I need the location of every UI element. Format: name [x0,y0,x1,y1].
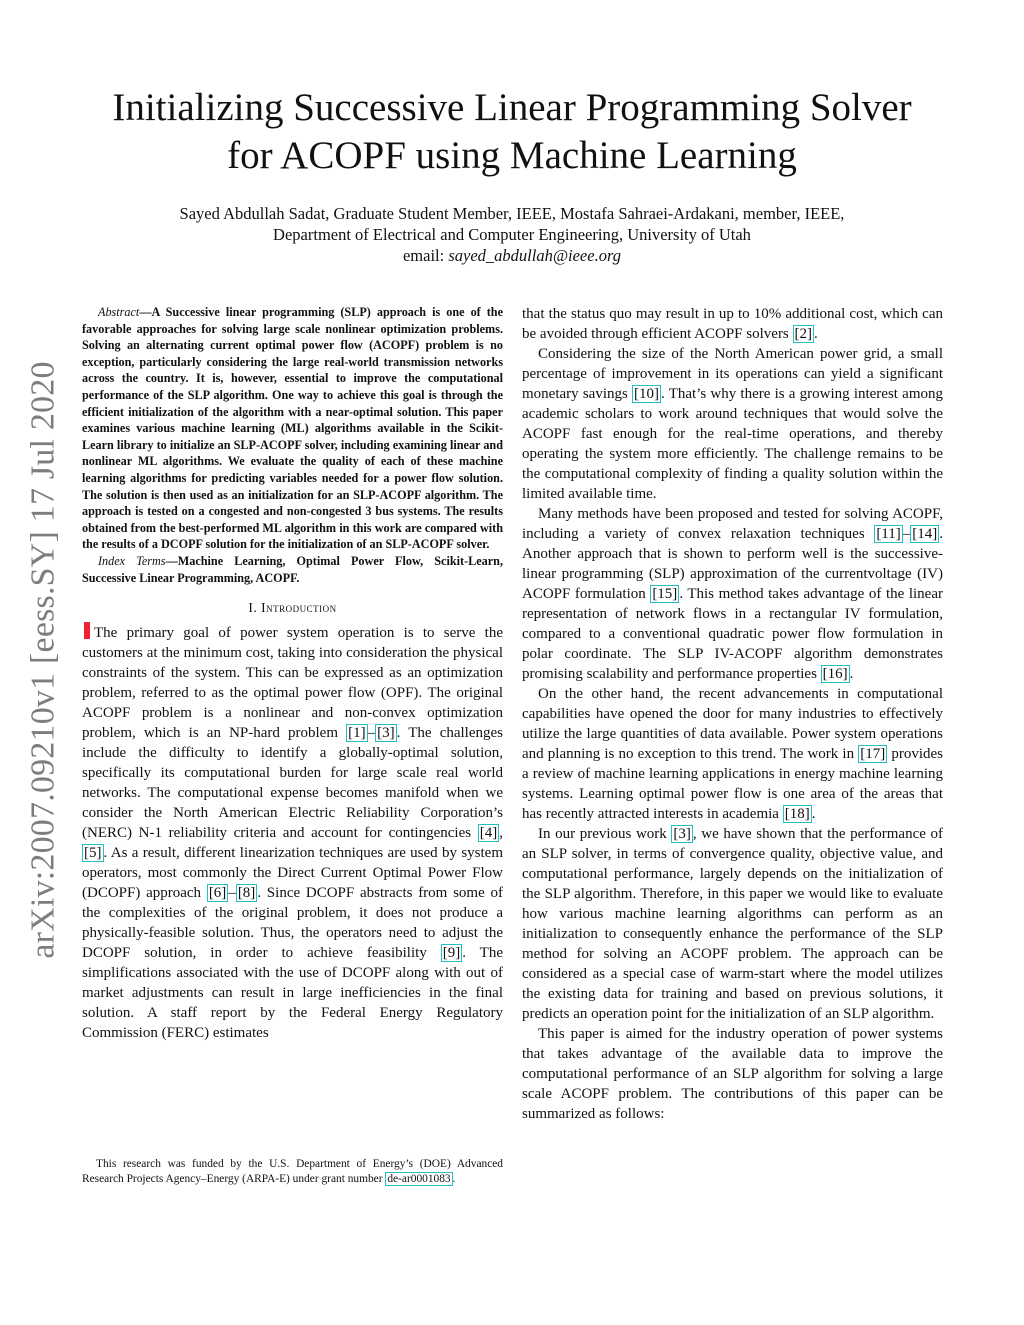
title-line-1: Initializing Successive Linear Programming Solver [112,86,912,129]
right-column [522,304,943,1124]
funding-footnote: This research was funded by the U.S. Department of Energy’s (DOE) Advanced Research Projects Agency–Energy (ARPA-E) under grant number de-ar0001083 . [82,1158,503,1186]
section-title: Introduction [261,600,337,616]
citation-link[interactable]: [5] [84,845,102,862]
author-block [80,203,944,266]
email-value: sayed_abdullah@ieee.org [448,246,621,265]
red-marker-icon [84,622,90,639]
index-terms-text: —Machine Learning, Optimal Power Flow, Scikit-Learn, Successive Linear Programming, ACOPF. [82,553,504,585]
intro-paragraph-continued: that the status quo may result in up to 10% additional cost, which can be avoided through efficient ACOPF solvers [2] . [522,306,943,342]
authors-names: Sayed Abdullah Sadat, Graduate Student Member, IEEE, Mostafa Sahraei-Ardakani, member, IEEE, [179,204,845,223]
citation-link[interactable]: [4] [479,825,498,842]
intro-paragraph-6: This paper is aimed for the industry operation of power systems that takes advantage of the available data to improve the computational performance of an SLP algorithm for solving a large scale ACOPF problem. The contributions of this paper can be summarized as follows: [522,1026,943,1122]
intro-paragraph-2: Considering the size of the North American power grid, a small percentage of improvement in its operations can yield a significant monetary savings [10] . That’s why there is a growing interest among academic scholars to work around techniques that would solve the ACOPF fast enough for the real-time operations, and thereby operating the system more efficiently. The challenge remains to be the computational complexity of finding a quality solution within the limited available time. [522,346,943,502]
citation-link[interactable]: [16] [822,666,848,682]
citation-link[interactable]: [6] [208,885,227,902]
citation-link[interactable]: [14] [912,526,938,542]
title-line-2: for ACOPF using Machine Learning [227,134,797,177]
citation-link[interactable]: [3] [377,725,395,742]
index-terms-label: Index Terms [98,553,166,568]
paper-title [80,84,944,180]
intro-paragraph-3: Many methods have been proposed and tested for solving ACOPF, including a variety of convex relaxation techniques [11] – [14] . Another approach that is shown to perform well is the successive-linear programming (SLP) approximation of the currentvoltage (IV) ACOPF formulation [15] . This method takes advantage of the linear representation of network flows in a rectangular IV formulation, compared to a conventional quadratic power flow formulation in polar coordinate. The SLP IV-ACOPF algorithm demonstrates promising scalability and performance properties [16] . [522,506,943,682]
citation-link[interactable]: [1] [348,725,366,742]
arxiv-id-text: arXiv:2007.09210v1 [eess.SY] 17 Jul 2020 [25,361,63,959]
citation-link[interactable]: [2] [794,326,813,342]
grant-number-link[interactable]: de-ar0001083 [387,1173,451,1186]
citation-link[interactable]: [11] [876,526,901,542]
index-terms [82,553,503,586]
intro-paragraph-1: The primary goal of power system operation is to serve the customers at the minimum cost, taking into consideration the physical constraints of the system. This can be expressed as an optimization problem, referred to as the optimal power flow (OPF). The original ACOPF problem is a nonlinear and non-convex optimization problem, which is an NP-hard problem [1] – [3] . The challenges include the difficulty to identify a globally-optimal solution, specifically its computational burden for large scale real world networks. The computational expense becomes manifold when we consider the North American Electric Reliability Corporation’s (NERC) N-1 reliability criteria and account for contingencies [4] , [5] . As a result, different linearization techniques are used by system operators, most commonly the Direct Current Optimal Power Flow (DCOPF) approach [6] – [8] . Since DCOPF abstracts from some of the complexities of the original problem, it does not produce a physically-feasible solution. Thus, the operators need to adjust the DCOPF solution, in order to achieve feasibility [9] . The simplifications associated with the use of DCOPF along with out of market adjustments can result in large inefficiencies in the final solution. A staff report by the Federal Energy Regulatory Commission (FERC) estimates [82,622,503,1043]
abstract [82,304,503,553]
citation-link[interactable]: [18] [784,806,810,822]
citation-link[interactable]: [3] [673,826,691,842]
abstract-label: Abstract [98,305,140,319]
intro-paragraph-5: In our previous work [3] , we have shown that the performance of an SLP solver, in terms of convergence quality, objective value, and computational performance, largely depends on the initialization of the SLP algorithm. Therefore, in this paper we would like to evaluate how various machine learning algorithms can perform as an initialization to consequently enhance the performance of the SLP method for solving an ACOPF problem. The approach can be considered as a special case of warm-start where the model utilizes the existing data for training and based on previous solutions, it predicts an operation point for the initialization of an SLP algorithm. [522,826,943,1022]
email-label: email: [402,246,449,265]
citation-link[interactable]: [8] [237,885,256,902]
section-heading-introduction [82,600,503,616]
intro-paragraph-4: On the other hand, the recent advancements in computational capabilities have opened the door for many industries to effectively utilize the large quantities of data available. Power system operations and planning is no exception to this trend. The work in [17] provides a review of machine learning applications in energy machine learning systems. Learning optimal power flow is one area of the areas that has recently attracted interests in academia [18] . [522,686,943,822]
abstract-text: —A Successive linear programming (SLP) approach is one of the favorable approaches for solving large scale nonlinear optimization problems. Solving an alternating current optimal power flow (ACOPF) problem is no exception, particularly considering the large real-world transmission networks across the country. It is, however, essential to improve the computational performance of the SLP algorithm. One way to achieve this goal is through the efficient initialization of the algorithm with a near-optimal solution. This paper examines various machine learning (ML) algorithms available in the Scikit-Learn library to initialize an SLP-ACOPF solver, including examining linear and nonlinear ML algorithms. We evaluate the quality of each of these machine learning algorithms for predicting variables needed for a power flow solution. The solution is then used as an initialization for an SLP-ACOPF algorithm. The approach is tested on a congested and non-congested 3 bus systems. The results obtained from the best-performed ML algorithm in this work are compared with the results of a DCOPF solution for the initialization of an SLP-ACOPF solver. [82,305,503,552]
arxiv-identifier-stamp [22,350,66,970]
citation-link[interactable]: [10] [634,386,660,402]
authors-affiliation: Department of Electrical and Computer Engineering, University of Utah [273,225,751,244]
citation-link[interactable]: [15] [652,586,678,602]
left-column [82,304,503,1043]
section-number: I. [248,600,262,616]
authors-email [80,245,944,266]
citation-link[interactable]: [17] [860,746,886,762]
citation-link[interactable]: [9] [442,945,461,962]
